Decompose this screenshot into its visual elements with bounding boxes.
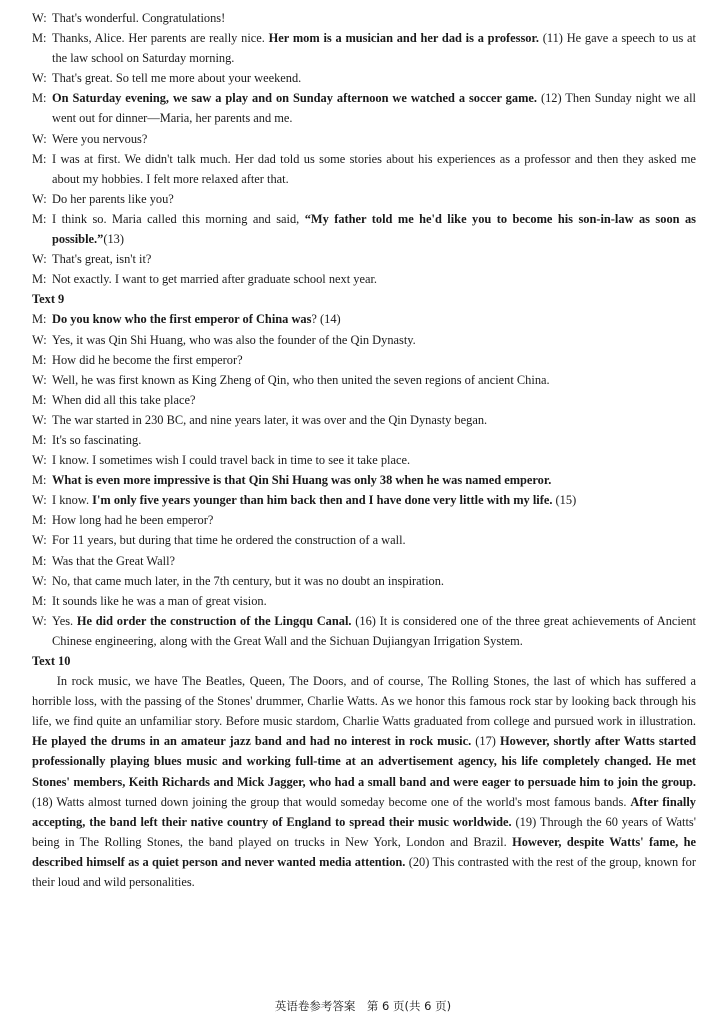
dialogue-line [32,129,696,149]
dialogue-text [52,450,696,470]
dialogue-text [52,309,696,329]
utterance-text: It sounds like he was a man of great vision. [52,593,267,608]
speaker-label: W: [32,453,47,468]
speaker-label: M: [32,553,47,568]
dialogue-text [52,189,696,209]
utterance-text: (12) Then Sunday night we all went out for dinner—Maria, her parents and me. [52,91,696,126]
answer-highlight: What is even more impressive is that Qin Shi Huang was only 38 when he was named emperor. [52,473,552,488]
utterance-text: (16) It is considered one of the three great achievements of Ancient Chinese engineering, along with the Great Wall and the Sichuan Dujiangyan Irrigation System. [52,613,696,648]
utterance-text: Yes. [52,613,77,628]
dialogue-line [32,88,696,128]
dialogue-line [32,450,696,470]
speaker-label: M: [32,211,47,226]
answer-highlight: He played the drums in an amateur jazz band and had no interest in rock music. [32,734,472,749]
utterance-text: I think so. Maria called this morning and said, [52,211,305,226]
dialogue-text [52,470,696,490]
utterance-text: That's wonderful. Congratulations! [52,11,226,25]
answer-highlight: Do you know who the first emperor of China was [52,312,312,327]
utterance-text: For 11 years, but during that time he ordered the construction of a wall. [52,533,406,548]
utterance-text: The war started in 230 BC, and nine years later, it was over and the Qin Dynasty began. [52,412,488,427]
dialogue-line [32,350,696,370]
speaker-label: M: [32,31,47,46]
dialogue-line [32,410,696,430]
utterance-text: How did he become the first emperor? [52,352,243,367]
dialogue-line [32,269,696,289]
section-heading: Text 9 [32,292,65,307]
dialogue-line [32,249,696,269]
utterance-text: Thanks, Alice. Her parents are really nice. [52,31,269,46]
answer-highlight: Her mom is a musician and her dad is a professor. [268,31,539,46]
dialogue-line [32,551,696,571]
utterance-text: ? (14) [311,312,341,327]
dialogue-text [52,430,696,450]
dialogue-text [52,611,696,651]
speaker-label: W: [32,613,47,628]
dialogue-line [32,510,696,530]
passage-paragraph [32,671,696,892]
dialogue-line [32,370,696,390]
passage-text: (19) Through the 60 years of Watts' being in The Rolling Stones, the band played on trucks in New York, London and Brazil. [32,814,696,849]
dialogue-text [52,530,696,550]
dialogue-text [52,571,696,591]
utterance-text: That's great, isn't it? [52,252,152,267]
dialogue-text [52,68,696,88]
dialogue-line [32,571,696,591]
utterance-text: I know. [52,493,93,508]
speaker-label: M: [32,392,47,407]
dialogue-line [32,530,696,550]
passage-text: (17) [471,734,500,749]
utterance-text: It's so fascinating. [52,432,142,447]
dialogue-line [32,209,696,249]
dialogue-text [52,209,696,249]
dialogue-line [32,68,696,88]
dialogue-line [32,189,696,209]
speaker-label: W: [32,372,47,387]
speaker-label: M: [32,432,47,447]
passage-text: In rock music, we have The Beatles, Queen, The Doors, and of course, The Rolling Stones, the last of which has suffered a horrible loss, with the passing of the Stones' drummer, Charlie Watts. As we honor this famous rock star by looking back through his life, we find quite an unfamiliar story. Before music stardom, Charlie Watts graduated from college and pursued work in illustration. [32,674,696,729]
speaker-label: M: [32,272,47,287]
dialogue-line [32,430,696,450]
dialogue-line [32,330,696,350]
speaker-label: M: [32,151,47,166]
utterance-text: Yes, it was Qin Shi Huang, who was also the founder of the Qin Dynasty. [52,332,416,347]
dialogue-text [52,370,696,390]
utterance-text: (15) [552,493,577,508]
dialogue-text [52,269,696,289]
answer-highlight: After finally accepting, the band left their native country of England to spread their music worldwide. [32,794,696,829]
utterance-text: No, that came much later, in the 7th century, but it was no doubt an inspiration. [52,573,445,588]
dialogue-text [52,390,696,410]
utterance-text: Not exactly. I want to get married after graduate school next year. [52,272,378,287]
dialogue-line [32,611,696,651]
speaker-label: M: [32,473,47,488]
answer-highlight: “My father told me he'd like you to become his son-in-law as soon as possible.” [52,211,696,247]
dialogue-text [52,8,696,28]
speaker-label: W: [32,131,47,146]
dialogue-text [52,88,696,128]
utterance-text: How long had he been emperor? [52,513,214,528]
dialogue-text [52,490,696,510]
passage-text: (18) Watts almost turned down joining the group that would someday become one of the world's most famous bands. [32,794,631,809]
utterance-text: I was at first. We didn't talk much. Her dad told us some stories about his experiences as a professor and then they asked me about my hobbies. I felt more relaxed after that. [52,151,696,186]
speaker-label: M: [32,513,47,528]
dialogue-text [52,591,696,611]
dialogue-line [32,309,696,329]
dialogue-text [52,28,696,68]
passage-text: (20) This contrasted with the rest of the group, known for their loud and wild personalities. [32,854,696,890]
dialogue-line [32,591,696,611]
dialogue-line [32,390,696,410]
dialogue-text [52,551,696,571]
dialogue-text [52,510,696,530]
dialogue-line [32,470,696,490]
answer-highlight: I'm only five years younger than him back then and I have done very little with my life. [92,493,553,508]
page-footer: 英语卷参考答案 第 6 页(共 6 页) [274,999,452,1013]
dialogue-text [52,249,696,269]
answer-document-body [32,8,696,892]
speaker-label: M: [32,312,47,327]
dialogue-line [32,490,696,510]
utterance-text: That's great. So tell me more about your weekend. [52,71,302,86]
dialogue-text [52,330,696,350]
answer-highlight: On Saturday evening, we saw a play and on Sunday afternoon we watched a soccer game. [52,91,537,106]
dialogue-text [52,350,696,370]
speaker-label: M: [32,593,47,608]
dialogue-line [32,149,696,189]
speaker-label: W: [32,252,47,267]
speaker-label: W: [32,412,47,427]
answer-highlight: However, despite Watts' fame, he described himself as a quiet person and never wanted media attention. [32,834,696,869]
speaker-label: W: [32,11,47,25]
utterance-text: Do her parents like you? [52,191,174,206]
answer-highlight: However, shortly after Watts started professionally playing blues music and working full-time at an advertisement agency, his life completely changed. He met Stones' members, Keith Richards and Mick Jagger, who had a small band and were eager to persuade him to join the group. [32,734,696,789]
utterance-text: I know. I sometimes wish I could travel back in time to see it take place. [52,453,411,468]
speaker-label: W: [32,573,47,588]
dialogue-line [32,8,696,28]
utterance-text: When did all this take place? [52,392,196,407]
speaker-label: M: [32,91,47,106]
dialogue-text [52,410,696,430]
dialogue-line [32,28,696,68]
utterance-text: Was that the Great Wall? [52,553,176,568]
answer-highlight: He did order the construction of the Lingqu Canal. [76,613,352,628]
utterance-text: (13) [103,232,124,247]
utterance-text: Were you nervous? [52,131,148,146]
dialogue-text [52,129,696,149]
speaker-label: M: [32,352,47,367]
dialogue-text [52,149,696,189]
utterance-text: Well, he was first known as King Zheng of Qin, who then united the seven regions of ancient China. [52,372,550,387]
utterance-text: (11) He gave a speech to us at the law school on Saturday morning. [52,31,696,66]
speaker-label: W: [32,332,47,347]
speaker-label: W: [32,493,47,508]
speaker-label: W: [32,533,47,548]
speaker-label: W: [32,191,47,206]
section-heading: Text 10 [32,654,71,668]
speaker-label: W: [32,71,47,86]
